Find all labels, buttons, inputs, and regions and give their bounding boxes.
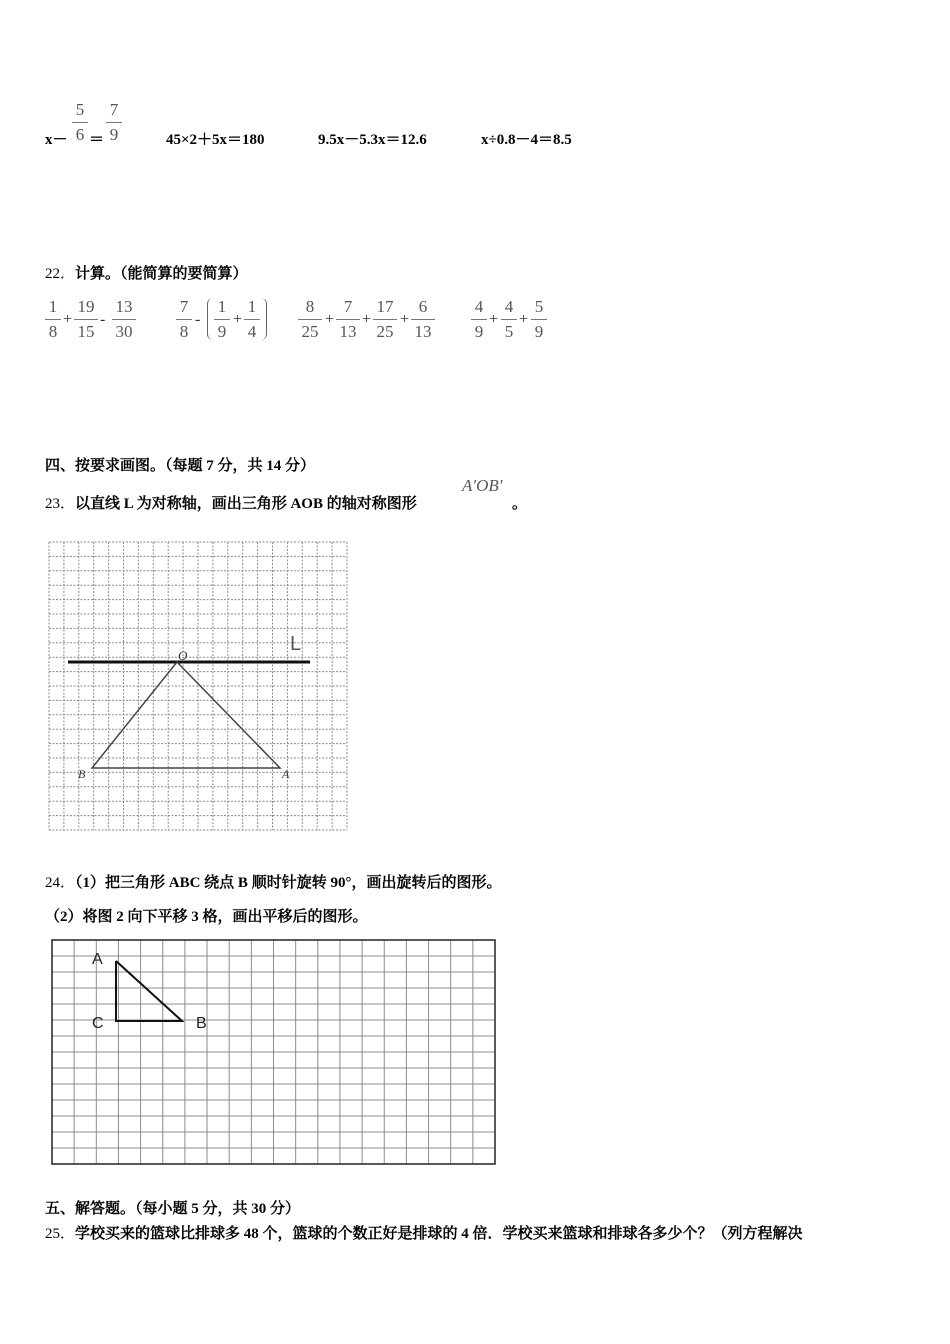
equation-1-prefix: x－ <box>45 132 68 148</box>
operator: + <box>325 311 335 328</box>
denominator: 13 <box>414 322 432 341</box>
fraction <box>373 297 397 342</box>
denominator: 9 <box>474 322 484 341</box>
symbol-aob-prime: A′OB′ <box>462 476 503 495</box>
label-o: O <box>178 648 188 663</box>
denominator: 9 <box>534 322 544 341</box>
numerator: 17 <box>376 297 394 316</box>
denominator: 9 <box>109 125 119 144</box>
fraction <box>214 297 230 342</box>
numerator: 5 <box>534 297 544 316</box>
label-l: L <box>290 633 302 655</box>
numerator: 4 <box>504 297 514 316</box>
equation-4: x÷0.8－4＝8.5 <box>481 132 572 148</box>
fraction <box>45 297 61 342</box>
label-c: C <box>92 1015 104 1032</box>
equation-3: 9.5x－5.3x＝12.6 <box>318 132 427 148</box>
denominator: 25 <box>376 322 394 341</box>
numerator: 6 <box>418 297 428 316</box>
denominator: 5 <box>504 322 514 341</box>
question-25-text <box>45 1222 803 1243</box>
operator: + <box>63 311 73 328</box>
operator: + <box>519 311 529 328</box>
question-23-text <box>45 492 417 513</box>
numerator: 8 <box>305 297 315 316</box>
denominator: 9 <box>217 322 227 341</box>
numerator: 7 <box>343 297 353 316</box>
numerator: 13 <box>115 297 133 316</box>
numerator: 1 <box>217 297 227 316</box>
label-b: B <box>78 767 86 781</box>
question-text: 学校买来的篮球比排球多 48 个，篮球的个数正好是排球的 4 倍．学校买来篮球和排球各多少个？（列方程解决 <box>75 1226 803 1242</box>
question-text: 以直线 L 为对称轴，画出三角形 AOB 的轴对称图形 <box>75 496 417 512</box>
question-24-line-1 <box>45 871 501 892</box>
question-number: 25． <box>45 1226 76 1242</box>
question-22-heading <box>45 262 248 283</box>
denominator: 25 <box>301 322 319 341</box>
period: 。 <box>512 496 528 512</box>
equation-1-fraction-1 <box>72 100 88 145</box>
grid-lines <box>52 940 495 1164</box>
numerator: 7 <box>109 100 119 119</box>
operator: + <box>400 311 410 328</box>
triangle-abc <box>116 961 182 1021</box>
question-text: 计算。（能简算的要简算） <box>75 266 248 282</box>
denominator: 8 <box>179 322 189 341</box>
denominator: 30 <box>115 322 133 341</box>
question-number: 23． <box>45 496 76 512</box>
numerator: 5 <box>75 100 85 119</box>
operator: + <box>489 311 499 328</box>
figure-24-grid <box>46 936 500 1168</box>
question-text: （1）把三角形 ABC 绕点 B 顺时针旋转 90°，画出旋转后的图形。 <box>75 875 502 891</box>
equation-2: 45×2＋5x＝180 <box>166 132 265 148</box>
label-b: B <box>196 1015 207 1032</box>
operator: - <box>100 311 106 328</box>
denominator: 13 <box>339 322 357 341</box>
operator: + <box>362 311 372 328</box>
fraction <box>471 297 487 342</box>
fraction <box>336 297 360 342</box>
question-24-line-2: （2）将图 2 向下平移 3 格，画出平移后的图形。 <box>45 909 368 925</box>
fraction <box>176 297 192 342</box>
question-number: 22． <box>45 266 76 282</box>
numerator: 1 <box>247 297 257 316</box>
numerator: 1 <box>48 297 58 316</box>
denominator: 4 <box>247 322 257 341</box>
numerator: 7 <box>179 297 189 316</box>
denominator: 6 <box>75 125 85 144</box>
fraction <box>244 297 260 342</box>
fraction <box>298 297 322 342</box>
denominator: 8 <box>48 322 58 341</box>
section-5-heading: 五、解答题。（每小题 5 分，共 30 分） <box>45 1201 301 1217</box>
fraction <box>531 297 547 342</box>
fraction <box>74 297 98 342</box>
fraction <box>411 297 435 342</box>
fraction <box>112 297 136 342</box>
operator: + <box>233 311 243 328</box>
section-4-heading: 四、按要求画图。（每题 7 分，共 14 分） <box>45 458 316 474</box>
operator: - <box>195 311 201 328</box>
fraction <box>501 297 517 342</box>
equation-1-fraction-2 <box>106 100 122 145</box>
numerator: 19 <box>77 297 95 316</box>
label-a: A <box>282 767 290 781</box>
denominator: 15 <box>77 322 95 341</box>
equation-1-equals: ＝ <box>89 132 105 148</box>
label-a: A <box>92 951 103 968</box>
question-number: 24． <box>45 875 76 891</box>
figure-23-grid <box>44 538 352 832</box>
numerator: 4 <box>474 297 484 316</box>
